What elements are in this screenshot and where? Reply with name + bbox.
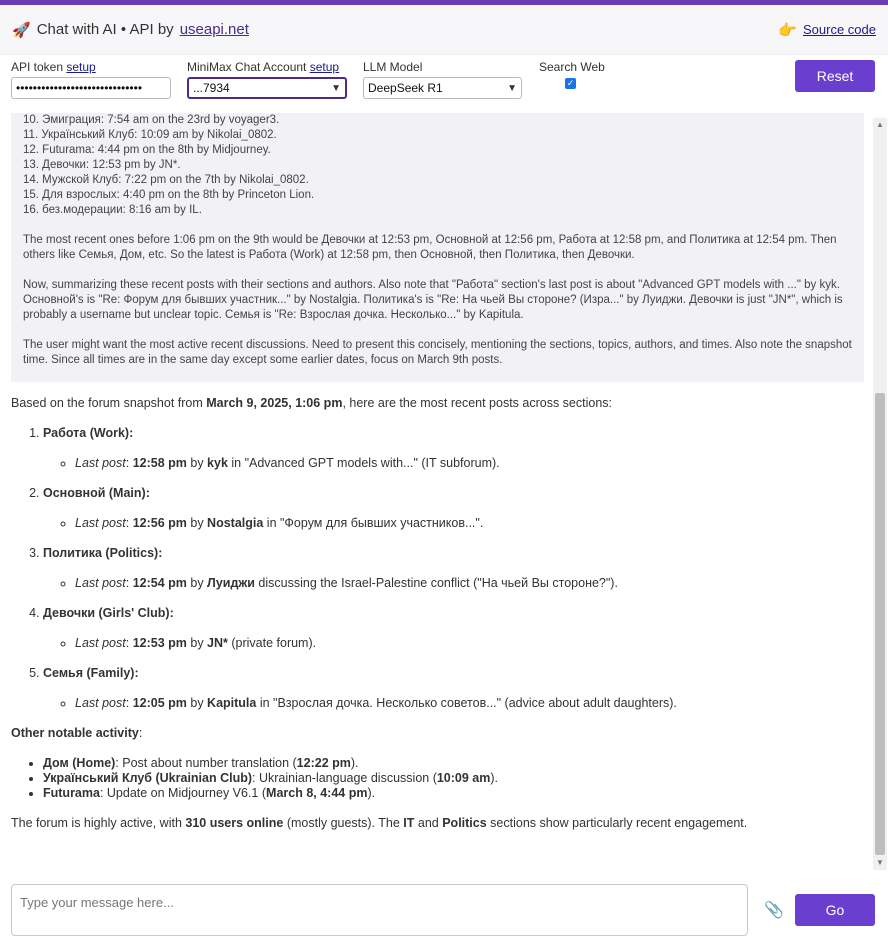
scroll-down-arrow-icon[interactable]: ▼ [876, 858, 884, 867]
reasoning-line: 13. Девочки: 12:53 pm by JN*. [23, 159, 181, 171]
list-item: 2. Основной (Main): ◦ Last post: 12:56 pm by Nostalgia in "Форум для бывших участников...". [43, 486, 861, 531]
message-input[interactable]: Type your message here... [11, 884, 748, 936]
chat-content [0, 113, 872, 831]
account-setup-link[interactable]: setup [309, 60, 340, 74]
api-token-setup-link[interactable]: setup [66, 60, 96, 74]
reasoning-paragraph: Now, summarizing these recent posts with their sections and authors. Also note that "Работа" section's last post is about "Advanced GPT models with ..." by kyk. Основной's is "Re: Форум для бывших участник..." by Nostalgia. Политика's is "Re: На чьей Вы стороне? (Изра..." by Луиджи. Девочки is just "JN*", which is probably a username but unclear topic. Семья is "Re: Взрослая дочка. Несколько..." by Kapitula. [23, 279, 843, 321]
model-group [363, 60, 522, 99]
reasoning-paragraph: The most recent ones before 1:06 pm on the 9th would be Девочки at 12:53 pm, Основной at 12:56 pm, Работа at 12:58 pm, and Политика at 12:54 pm. Then others like Семья, Дом, etc. So the latest is Работа (Work) at 12:58 pm, then Основной, then Политика, then Девочки. [23, 234, 837, 261]
pointing-hand-icon: 👉 [778, 21, 797, 39]
reasoning-list [23, 113, 852, 218]
search-web-checkbox[interactable]: ✓ [566, 78, 575, 88]
chat-scroll-area[interactable] [0, 113, 888, 870]
last-post-detail: ◦ Last post: 12:58 pm by kyk in "Advanced GPT models with..." (IT subforum). [75, 456, 861, 471]
last-post-detail: ◦ Last post: 12:56 pm by Nostalgia in "Форум для бывших участников...". [75, 516, 861, 531]
app-header [0, 5, 888, 55]
scroll-up-arrow-icon[interactable]: ▲ [876, 120, 884, 129]
source-code-link[interactable]: Source code [803, 22, 876, 37]
section-name: Работа (Work) [43, 426, 130, 440]
assistant-answer [11, 382, 861, 831]
section-name: Семья (Family) [43, 666, 135, 680]
last-post-detail: ◦ Last post: 12:05 pm by Kapitula in "Взрослая дочка. Несколько советов..." (advice about adult daughters). [75, 696, 861, 711]
reasoning-line: 11. Український Клуб: 10:09 am by Nikolai_0802. [23, 129, 277, 141]
section-name: Политика (Politics) [43, 546, 159, 560]
section-name: Основной (Main) [43, 486, 146, 500]
source-code-area [778, 21, 876, 39]
reset-button[interactable]: Reset [795, 60, 875, 92]
list-item: 3. Политика (Politics): ◦ Last post: 12:54 pm by Луиджи discussing the Israel-Palestine conflict ("На чьей Вы стороне?"). [43, 546, 861, 591]
rocket-icon: 🚀 [12, 21, 31, 39]
notable-list [11, 756, 861, 801]
api-token-group [11, 60, 171, 99]
settings-bar [0, 55, 888, 113]
chevron-down-icon: ▼ [507, 82, 517, 94]
reasoning-line: 14. Мужской Клуб: 7:22 pm on the 7th by Nikolai_0802. [23, 174, 309, 186]
paperclip-icon[interactable]: 📎 [764, 902, 784, 919]
chat-scrollbar[interactable] [873, 118, 887, 870]
reasoning-line: 15. Для взрослых: 4:40 pm on the 8th by Princeton Lion. [23, 189, 315, 201]
recent-posts-list [11, 426, 861, 711]
reasoning-line: 10. Эмиграция: 7:54 am on the 23rd by voyager3. [23, 114, 280, 126]
list-item: • Український Клуб (Ukrainian Club): Ukrainian-language discussion (10:09 am). [43, 771, 861, 786]
answer-intro: Based on the forum snapshot from March 9, 2025, 1:06 pm, here are the most recent posts across sections: [11, 396, 613, 410]
list-item: 5. Семья (Family): ◦ Last post: 12:05 pm by Kapitula in "Взрослая дочка. Несколько советов..." (advice about adult daughters). [43, 666, 861, 711]
account-group [187, 60, 347, 99]
notable-title: Other notable activity: [11, 726, 143, 740]
last-post-detail: ◦ Last post: 12:53 pm by JN* (private forum). [75, 636, 861, 651]
api-token-label: API token setup [11, 60, 96, 74]
list-item: • Futurama: Update on Midjourney V6.1 (March 8, 4:44 pm). [43, 786, 861, 801]
section-name: Девочки (Girls' Club) [43, 606, 170, 620]
chevron-down-icon: ▼ [331, 82, 341, 94]
reasoning-line: 12. Futurama: 4:44 pm on the 8th by Midjourney. [23, 144, 271, 156]
reasoning-block [11, 113, 864, 382]
api-token-input[interactable]: •••••••••••••••••••••••••••••• [11, 77, 171, 99]
model-select[interactable] [363, 77, 522, 99]
model-select-value: DeepSeek R1 [368, 81, 443, 95]
scrollbar-thumb[interactable] [875, 393, 885, 855]
useapi-link[interactable]: useapi.net [179, 21, 249, 38]
list-item: 1. Работа (Work): ◦ Last post: 12:58 pm by kyk in "Advanced GPT models with..." (IT subforum). [43, 426, 861, 471]
reasoning-line: 16. без.модерации: 8:16 am by IL. [23, 204, 202, 216]
list-item: 4. Девочки (Girls' Club): ◦ Last post: 12:53 pm by JN* (private forum). [43, 606, 861, 651]
title-prefix: Chat with AI • API by [36, 21, 174, 38]
list-item: • Дом (Home): Post about number translation (12:22 pm). [43, 756, 861, 771]
account-select-value: ...7934 [193, 81, 230, 95]
account-select[interactable] [187, 77, 347, 99]
reasoning-paragraph: The user might want the most active recent discussions. Need to present this concisely, mentioning the sections, topics, authors, and times. Also note the snapshot time. Since all times are in the same day except some earlier dates, focus on March 9th posts. [23, 339, 852, 366]
answer-closing: The forum is highly active, with 310 users online (mostly guests). The IT and Politics sections show particularly recent engagement. [11, 816, 748, 830]
search-web-group [539, 60, 605, 89]
account-label: MiniMax Chat Account setup [187, 60, 340, 74]
go-button[interactable]: Go [795, 894, 875, 926]
model-label: LLM Model [363, 60, 423, 74]
last-post-detail: ◦ Last post: 12:54 pm by Луиджи discussing the Israel-Palestine conflict ("На чьей Вы стороне?"). [75, 576, 861, 591]
search-web-label: Search Web [539, 60, 605, 74]
app-title [12, 21, 249, 39]
